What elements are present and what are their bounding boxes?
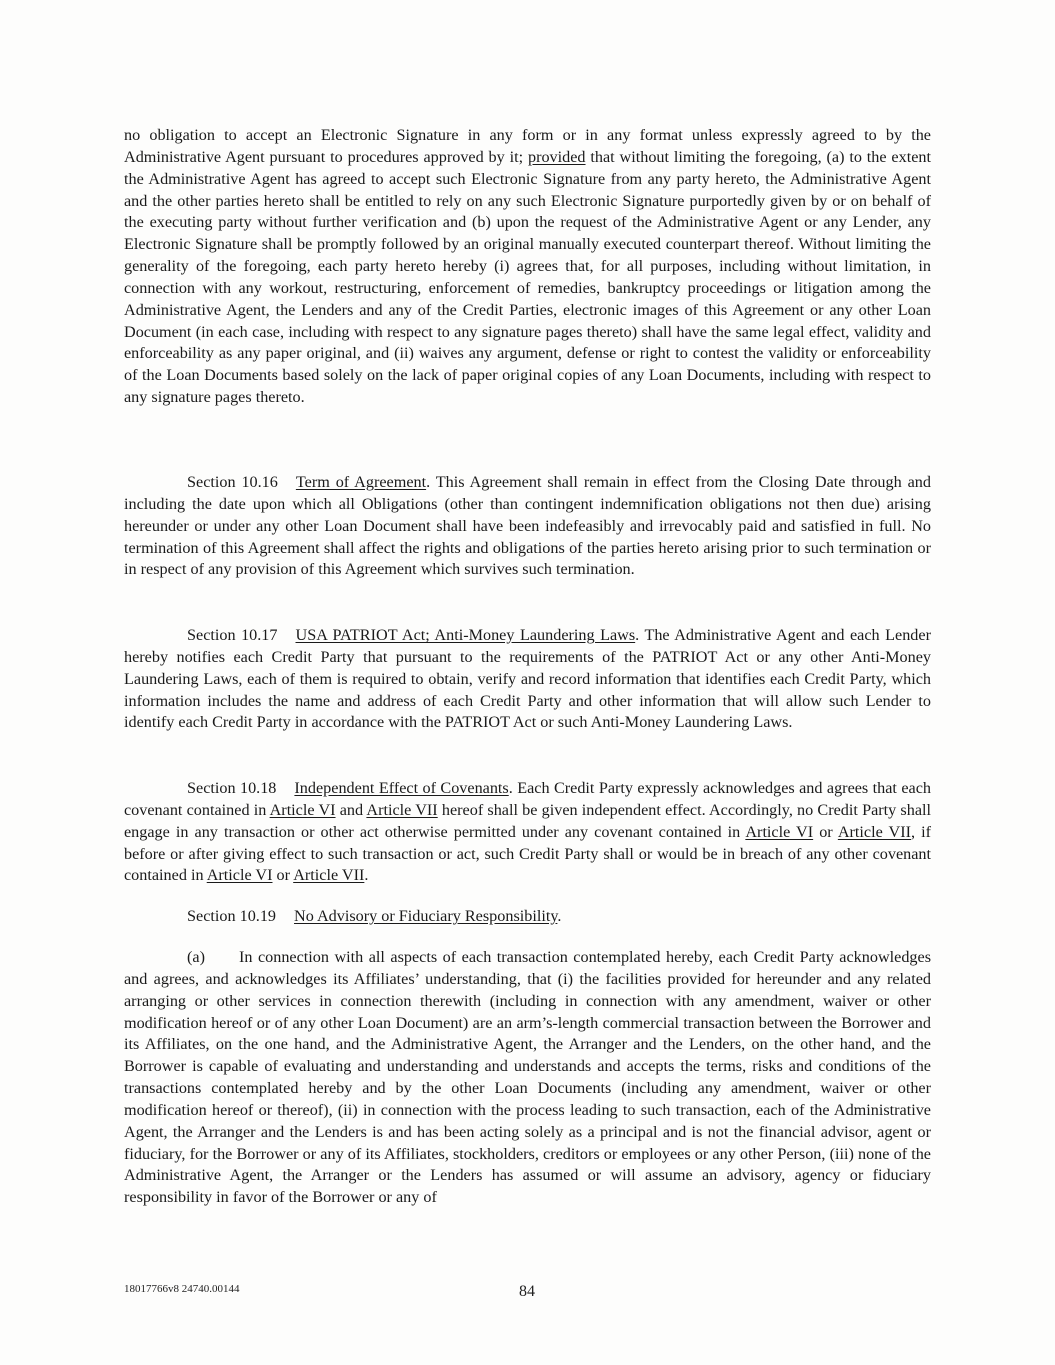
- section-number: Section 10.17: [187, 626, 278, 644]
- section-title: Term of Agreement: [295, 473, 427, 491]
- article-reference: Article VII: [366, 800, 438, 819]
- section-10-19-subsection-a: [124, 947, 931, 1209]
- page-number: 84: [519, 1283, 535, 1300]
- footer-document-id: 18017766v8 24740.00144: [124, 1283, 240, 1295]
- article-reference: Article VII: [837, 822, 912, 841]
- provided-term: provided: [527, 147, 586, 166]
- section-number: Section 10.19: [187, 907, 277, 925]
- section-10-19-heading: Section 10.19 No Advisory or Fiduciary Responsibility.: [187, 907, 562, 925]
- section-10-16: [124, 472, 931, 581]
- section-number: Section 10.18: [187, 779, 277, 797]
- article-reference: Article VII: [293, 866, 365, 885]
- article-reference: Article VI: [745, 822, 814, 841]
- article-reference: Article VI: [269, 800, 336, 819]
- section-title: USA PATRIOT Act; Anti-Money Laundering Laws: [295, 626, 636, 644]
- section-body: . The Administrative Agent and each Lender hereby notifies each Credit Party that pursuant to the requirements of the PATRIOT Act or any other Anti-Money Laundering Laws, each of them is required to obtain, verify and record information that identifies each Credit Party, which information includes the name and address of each Credit Party and other information that will allow such Lender to identify each Credit Party in accordance with the PATRIOT Act or such Anti-Money Laundering Laws.: [124, 626, 931, 732]
- subsection-label: (a): [187, 948, 205, 966]
- article-reference: Article VI: [206, 866, 273, 885]
- section-10-18: Section 10.18 Independent Effect of Covenants. Each Credit Party expressly acknowledges and agrees that each covenant contained in Article VI and Article VII hereof shall be given independent effect. Accordingly, no Credit Party shall engage in any transaction or other act otherwise permitted under any covenant contained in Article VI or Article VII, if before or after giving effect to such transaction or act, such Credit Party shall or would be in breach of any other covenant contained in Article VI or Article VII.: [124, 779, 931, 885]
- subsection-body: In connection with all aspects of each transaction contemplated hereby, each Credit Party acknowledges and agrees, and acknowledges its Affiliates’ understanding, that (i) the facilities provided for hereunder and any related arranging or other services in connection therewith (including in connection with any amendment, waiver or other modification hereof or of any other Loan Document) are an arm’s-length commercial transaction between the Borrower and its Affiliates, on the one hand, and the Administrative Agent, the Arranger and the Lenders, on the other hand, and the Borrower is capable of evaluating and understanding and understands and accepts the terms, risks and conditions of the transactions contemplated hereby and by the other Loan Documents (including any amendment, waiver or other modification hereof or thereof), (ii) in connection with the process leading to such transaction, each of the Administrative Agent, the Arranger and the Lenders is and has been acting solely as a principal and is not the financial advisor, agent or fiduciary, for the Borrower or any of its Affiliates, stockholders, creditors or employees or any other Person, (iii) none of the Administrative Agent, the Arranger or the Lenders has assumed or will assume an advisory, agency or fiduciary responsibility in favor of the Borrower or any of: [124, 948, 931, 1207]
- section-number: Section 10.16: [187, 473, 278, 491]
- section-body: . This Agreement shall remain in effect from the Closing Date through and including the date upon which all Obligations (other than contingent indemnification obligations not then due) arising hereunder or under any other Loan Document shall have been indefeasibly and irrevocably paid and satisfied in full. No termination of this Agreement shall affect the rights and obligations of the parties hereto arising prior to such termination or in respect of any provision of this Agreement which survives such termination.: [124, 473, 931, 579]
- section-title: Independent Effect of Covenants: [294, 779, 509, 797]
- section-10-17: [124, 625, 931, 734]
- paragraph-electronic-signature: no obligation to accept an Electronic Signature in any form or in any format unless expressly agreed to by the Administrative Agent pursuant to procedures approved by it; provided that without limiting the foregoing, (a) to the extent the Administrative Agent has agreed to accept such Electronic Signature from any party hereto, the Administrative Agent and the other parties hereto shall be entitled to rely on any such Electronic Signature purportedly given by or on behalf of the executing party without further verification and (b) upon the request of the Administrative Agent or any Lender, any Electronic Signature shall be promptly followed by an original manually executed counterpart thereof. Without limiting the generality of the foregoing, each party hereto hereby (i) agrees that, for all purposes, including without limitation, in connection with any workout, restructuring, enforcement of remedies, bankruptcy proceedings or litigation among the Administrative Agent, the Lenders and any of the Credit Parties, electronic images of this Agreement or any other Loan Document (in each case, including with respect to any signature pages thereto) shall have the same legal effect, validity and enforceability as any paper original, and (ii) waives any argument, defense or right to contest the validity or enforceability of the Loan Documents based solely on the lack of paper original copies of any Loan Documents, including with respect to any signature pages thereto.: [124, 126, 931, 407]
- section-title: No Advisory or Fiduciary Responsibility: [294, 907, 558, 925]
